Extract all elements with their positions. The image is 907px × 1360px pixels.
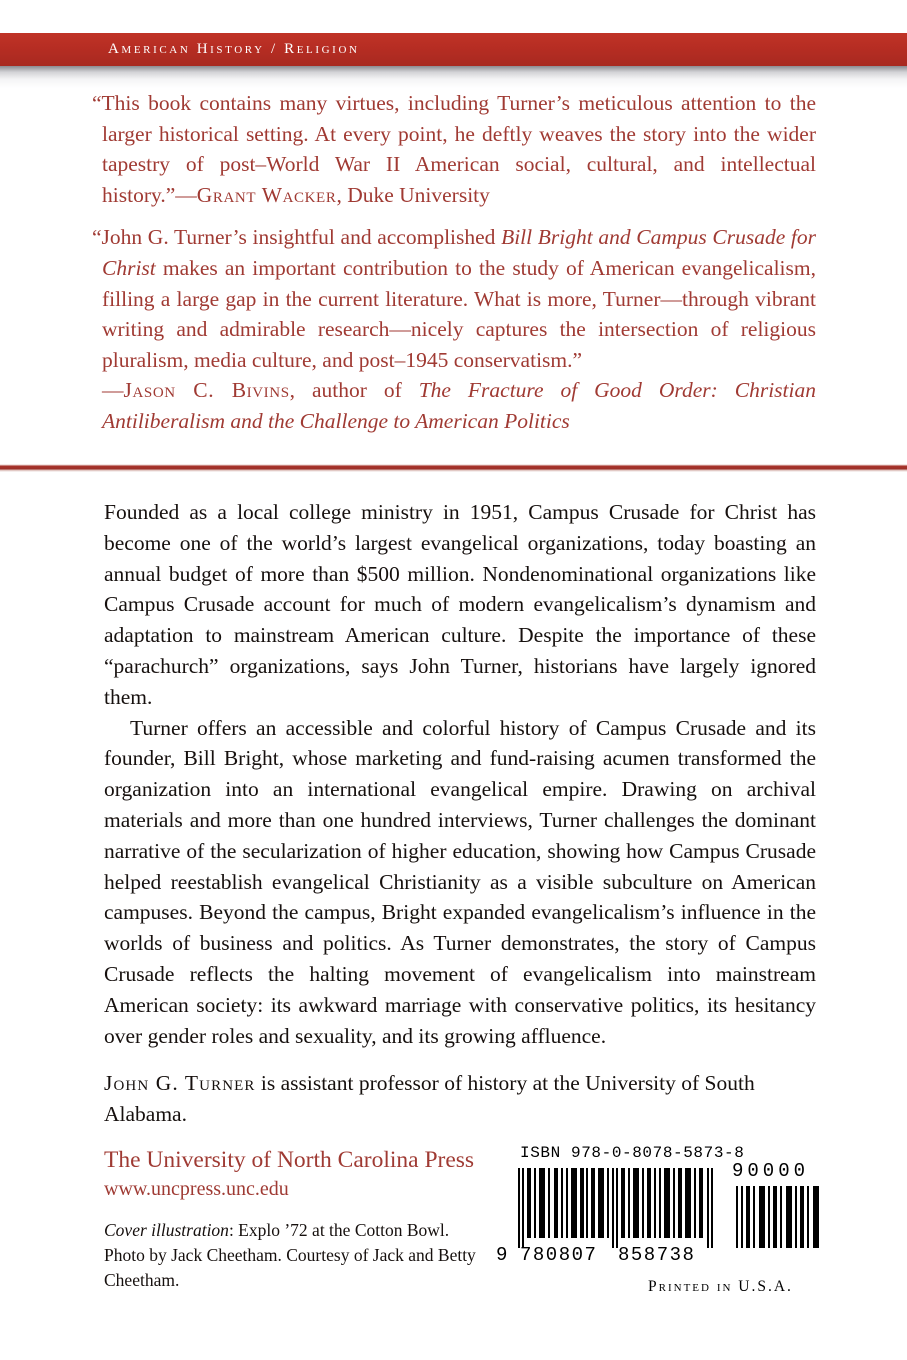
ean13-left-group: 780807 (520, 1244, 598, 1266)
ean13-right-group: 858738 (618, 1244, 696, 1266)
blurb-bivins-attribution-rest: , author of (289, 378, 419, 403)
ean5-addon-bars-svg (734, 1186, 822, 1248)
cover-credit-text: : Explo ’72 at the Cotton Bowl. Photo by Jack Cheetham. Courtesy of Jack and Betty Cheetham. (104, 1220, 476, 1290)
author-bio (104, 1068, 816, 1130)
section-divider-rule (0, 464, 907, 472)
author-bio-name: John G. Turner (104, 1071, 256, 1095)
isbn-label: ISBN 978-0-8078-5873-8 (520, 1144, 745, 1162)
cover-credit-label: Cover illustration (104, 1220, 229, 1240)
blurb-bivins-book-title: Bill Bright and Campus Crusade for Christ (102, 225, 816, 280)
description-paragraph-2: Turner offers an accessible and colorful history of Campus Crusade and its founder, Bill Bright, whose marketing and fund-raising acumen transformed the organization into an international evangelical empire. Drawing on archival materials and more than one hundred interviews, Turner challenges the dominant narrative of the secularization of higher education, showing how Campus Crusade helped reestablish evangelical Christianity as a visible subculture on American campuses. Beyond the campus, Bright expanded evangelicalism’s influence in the worlds of business and politics. As Turner demonstrates, the story of Campus Crusade reflects the halting movement of evangelicalism into mainstream American society: its awkward marriage with conservative politics, its hesitancy over gender roles and sexuality, and its growing affluence. (104, 715, 816, 1048)
ean5-addon-digits: 90000 (732, 1160, 810, 1182)
category-banner (0, 33, 907, 66)
blurb-bivins-attribution-name: Jason C. Bivins (123, 378, 290, 403)
ean13-lead-digit: 9 (496, 1244, 509, 1266)
description-paragraph-1: Founded as a local college ministry in 1951, Campus Crusade for Christ has become one of the world’s largest evangelical organizations, today boasting an annual budget of more than $500 million. Nondenominational organizations like Campus Crusade account for much of modern evangelicalism’s dynamism and adaptation to mainstream American culture. Despite the importance of these “parachurch” organizations, says John Turner, historians have largely ignored them. (104, 500, 816, 709)
blurb-bivins (92, 222, 816, 436)
blurb-wacker (92, 88, 816, 210)
category-banner-label: American History / Religion (108, 41, 360, 57)
ean5-addon-barcode (734, 1186, 822, 1248)
blurb-wacker-text: “This book contains many virtues, including Turner’s meticulous attention to the larger historical setting. At every point, he deftly weaves the story into the wider tapestry of post–World War II American social, cultural, and intellectual history.”— (92, 91, 816, 207)
blurb-wacker-attribution-name: Grant Wacker (196, 182, 337, 207)
blurb-list (92, 88, 816, 437)
publisher-url[interactable]: www.uncpress.unc.edu (104, 1178, 289, 1200)
printed-in-label: Printed in U.S.A. (648, 1278, 793, 1295)
blurb-wacker-attribution-rest: , Duke University (336, 182, 490, 207)
book-description (104, 497, 816, 1051)
ean13-barcode (516, 1168, 719, 1248)
banner-drop-shadow (0, 66, 907, 88)
ean13-bars-svg (516, 1168, 719, 1248)
blurb-bivins-text-1: “John G. Turner’s insightful and accomplished (92, 225, 502, 250)
blurb-bivins-cited-title: The Fracture of Good Order: Christian Antiliberalism and the Challenge to American Politics (102, 378, 816, 433)
publisher-block (104, 1145, 474, 1203)
publisher-name: The University of North Carolina Press (104, 1147, 475, 1173)
author-bio-text: is assistant professor of history at the University of South Alabama. (104, 1071, 755, 1126)
blurb-bivins-attribution-dash: — (102, 378, 124, 403)
barcode-zone (496, 1144, 826, 1304)
blurb-bivins-text-2: makes an important contribution to the study of American evangelicalism, filling a large gap in the current literature. What is more, Turner—through vibrant writing and admirable research—nicely captures the intersection of religious pluralism, media culture, and post–1945 conservatism.” (102, 255, 816, 372)
cover-illustration-credit (104, 1218, 494, 1293)
